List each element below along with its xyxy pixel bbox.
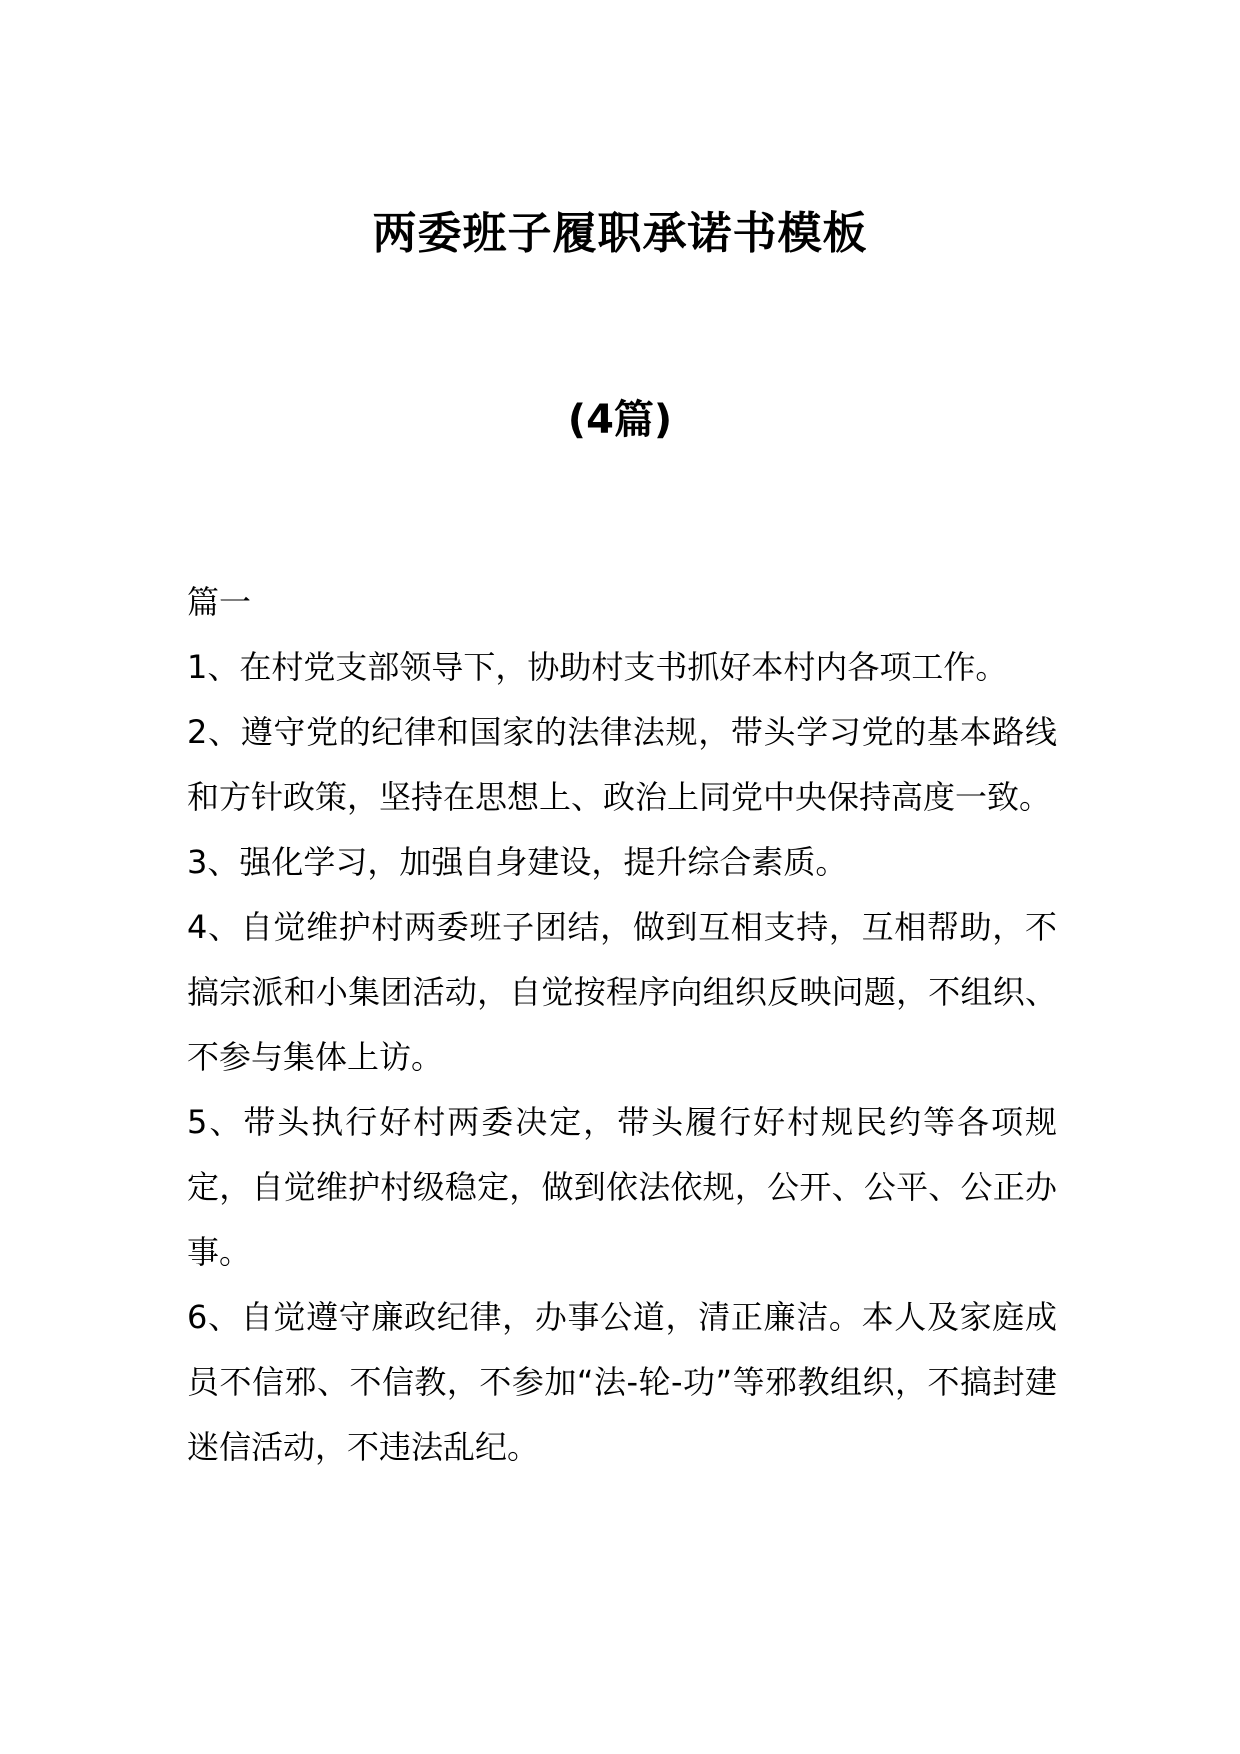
paragraph-6: 6、自觉遵守廉政纪律，办事公道，清正廉洁。本人及家庭成员不信邪、不信教，不参加“法-轮-功”等邪教组织，不搞封建迷信活动，不违法乱纪。 — [187, 1298, 1057, 1466]
paragraph-1: 1、在村党支部领导下，协助村支书抓好本村内各项工作。 — [187, 648, 1008, 686]
paragraph-5: 5、带头执行好村两委决定，带头履行好村规民约等各项规定，自觉维护村级稳定，做到依法依规，公开、公平、公正办事。 — [187, 1103, 1057, 1271]
paragraph-4: 4、自觉维护村两委班子团结，做到互相支持，互相帮助，不搞宗派和小集团活动，自觉按程序向组织反映问题，不组织、不参与集体上访。 — [187, 908, 1057, 1076]
document-subtitle: (4篇) — [567, 397, 673, 443]
document-title: 两委班子履职承诺书模板 — [372, 208, 868, 259]
paragraph-3: 3、强化学习，加强自身建设，提升综合素质。 — [187, 843, 848, 881]
document-body — [187, 570, 1057, 1480]
section-heading: 篇一 — [187, 583, 252, 621]
paragraph-2: 2、遵守党的纪律和国家的法律法规，带头学习党的基本路线和方针政策，坚持在思想上、政治上同党中央保持高度一致。 — [187, 713, 1057, 816]
